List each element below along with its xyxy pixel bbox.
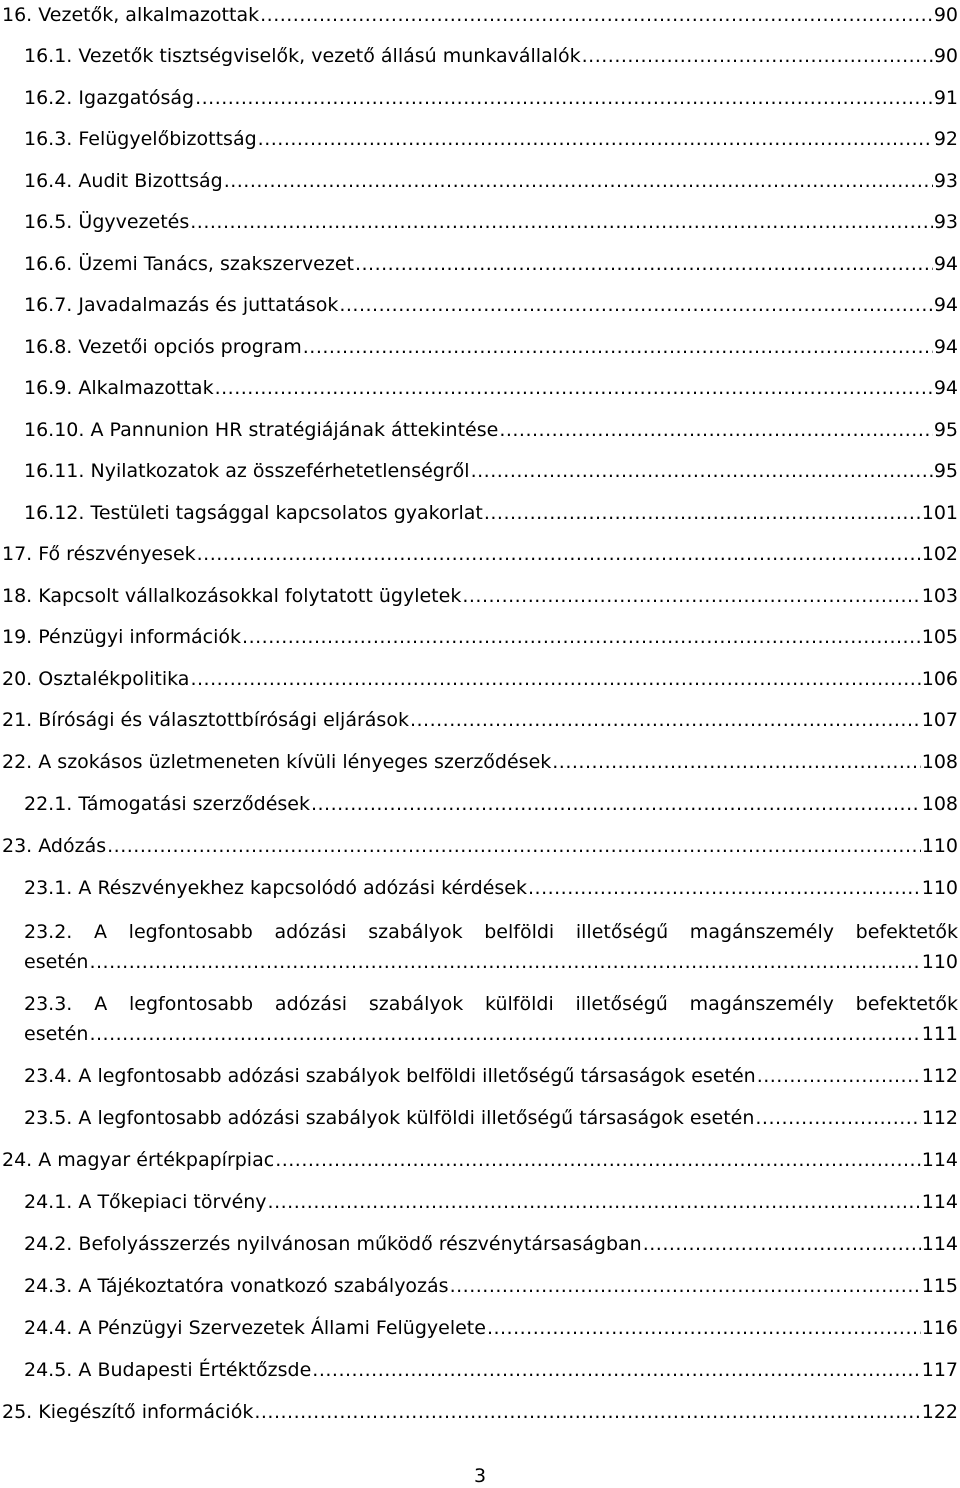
toc-entry-page: 117 [921,1355,958,1385]
toc-entry[interactable] [24,1271,958,1301]
toc-entry-title: 16.11. Nyilatkozatok az összeférhetetlenségről [24,456,471,486]
toc-leader-dots [107,831,921,861]
toc-entry-title: 23.1. A Részvényekhez kapcsolódó adózási kérdések [24,873,528,903]
toc-entry[interactable] [24,1103,958,1133]
toc-entry-page: 93 [933,207,958,237]
toc-leader-dots [242,622,921,652]
toc-leader-dots [258,124,933,154]
toc-leader-dots [195,83,933,113]
toc-entry-title: 24. A magyar értékpapírpiac [2,1145,275,1175]
toc-entry-page: 103 [921,581,958,611]
toc-entry-title: 16.3. Felügyelőbizottság [24,124,258,154]
toc-entry[interactable] [2,1397,958,1427]
toc-entry[interactable] [24,1229,958,1259]
toc-entry-title-continued: esetén [24,947,89,977]
toc-entry[interactable] [24,1187,958,1217]
toc-entry-page: 108 [921,747,958,777]
toc-leader-dots [471,456,933,486]
toc-entry[interactable] [2,0,958,30]
toc-entry-title: 16.5. Ügyvezetés [24,207,190,237]
toc-entry-title: 16.4. Audit Bizottság [24,166,224,196]
toc-entry[interactable] [24,41,958,71]
toc-entry[interactable] [24,83,958,113]
toc-entry-title: 23.2. A legfontosabb adózási szabályok belföldi illetőségű magánszemély befektetők [24,921,958,943]
toc-entry-title: 22.1. Támogatási szerződések [24,789,311,819]
toc-entry[interactable] [24,873,958,903]
toc-leader-dots [484,498,921,528]
toc-leader-dots [450,1271,921,1301]
toc-leader-dots [552,747,920,777]
toc-entry-page: 108 [921,789,958,819]
toc-entry-title: 20. Osztalékpolitika [2,664,190,694]
toc-entry-title: 23.5. A legfontosabb adózási szabályok külföldi illetőségű társaságok esetén [24,1103,755,1133]
toc-entry-page: 107 [921,705,958,735]
toc-entry-title: 24.5. A Budapesti Értéktőzsde [24,1355,312,1385]
toc-leader-dots [311,789,921,819]
toc-entry-page: 112 [921,1061,958,1091]
toc-leader-dots [582,41,933,71]
toc-leader-dots [268,1187,921,1217]
toc-leader-dots [224,166,933,196]
toc-entry[interactable] [2,831,958,861]
toc-entry-page: 90 [933,0,958,30]
toc-leader-dots [190,664,920,694]
toc-entry-page: 112 [921,1103,958,1133]
toc-entry-page: 90 [933,41,958,71]
toc-leader-dots [303,332,933,362]
toc-entry-page: 94 [933,332,958,362]
toc-entry-title: 22. A szokásos üzletmeneten kívüli lényeges szerződések [2,747,552,777]
toc-leader-dots [197,539,921,569]
toc-entry-page: 91 [933,83,958,113]
toc-leader-dots [190,207,933,237]
toc-leader-dots [215,373,933,403]
toc-leader-dots [528,873,921,903]
toc-leader-dots [757,1061,921,1091]
toc-entry[interactable] [24,415,958,445]
toc-entry[interactable] [2,539,958,569]
toc-entry-page: 115 [921,1271,958,1301]
toc-entry-page: 92 [933,124,958,154]
toc-entry[interactable] [2,581,958,611]
toc-entry[interactable] [24,124,958,154]
toc-entry-title: 25. Kiegészítő információk [2,1397,254,1427]
toc-entry-page: 110 [921,873,958,903]
toc-entry-title: 16.7. Javadalmazás és juttatások [24,290,339,320]
toc-leader-dots [89,1019,920,1049]
toc-entry[interactable] [24,249,958,279]
toc-entry-title: 24.2. Befolyásszerzés nyilvánosan működő részvénytársaságban [24,1229,643,1259]
toc-entry[interactable] [24,290,958,320]
toc-entry-title: 17. Fő részvényesek [2,539,197,569]
toc-leader-dots [487,1313,921,1343]
toc-leader-dots [275,1145,921,1175]
toc-entry[interactable] [24,207,958,237]
toc-entry[interactable] [24,917,958,977]
toc-entry[interactable] [24,332,958,362]
toc-entry-title: 16.12. Testületi tagsággal kapcsolatos gyakorlat [24,498,484,528]
toc-entry-title: 16.6. Üzemi Tanács, szakszervezet [24,249,355,279]
toc-leader-dots [643,1229,921,1259]
toc-entry[interactable] [24,1313,958,1343]
toc-entry-title: 16.2. Igazgatóság [24,83,195,113]
toc-leader-dots [355,249,933,279]
toc-entry-page: 95 [933,456,958,486]
toc-entry-page: 106 [921,664,958,694]
toc-entry-page: 101 [921,498,958,528]
toc-entry-title: 23. Adózás [2,831,107,861]
toc-entry[interactable] [24,456,958,486]
toc-entry-page: 105 [921,622,958,652]
toc-entry-title: 23.3. A legfontosabb adózási szabályok külföldi illetőségű magánszemély befektetők [24,993,958,1015]
toc-entry-title: 23.4. A legfontosabb adózási szabályok belföldi illetőségű társaságok esetén [24,1061,757,1091]
toc-leader-dots [260,0,933,30]
toc-entry-title: 24.3. A Tájékoztatóra vonatkozó szabályozás [24,1271,450,1301]
toc-leader-dots [410,705,921,735]
toc-entry-title: 16.9. Alkalmazottak [24,373,215,403]
toc-entry-page: 110 [921,947,958,977]
page-number: 3 [473,1465,487,1487]
toc-entry-page: 116 [921,1313,958,1343]
toc-leader-dots [755,1103,920,1133]
toc-entry-page: 94 [933,249,958,279]
toc-entry-page: 114 [921,1187,958,1217]
toc-entry[interactable] [24,498,958,528]
toc-leader-dots [254,1397,920,1427]
toc-leader-dots [89,947,920,977]
toc-entry-title: 24.4. A Pénzügyi Szervezetek Állami Felügyelete [24,1313,487,1343]
toc-entry-page: 122 [921,1397,958,1427]
toc-entry-title: 21. Bírósági és választottbírósági eljárások [2,705,410,735]
toc-entry[interactable] [2,1145,958,1175]
toc-entry-page: 93 [933,166,958,196]
toc-entry-page: 94 [933,290,958,320]
toc-entry[interactable] [24,166,958,196]
toc-leader-dots [339,290,932,320]
toc-entry-title: 16.10. A Pannunion HR stratégiájának áttekintése [24,415,499,445]
toc-entry[interactable] [24,373,958,403]
toc-entry-title: 18. Kapcsolt vállalkozásokkal folytatott ügyletek [2,581,462,611]
toc-entry-title: 16.1. Vezetők tisztségviselők, vezető állású munkavállalók [24,41,582,71]
toc-entry-page: 94 [933,373,958,403]
toc-entry-page: 114 [921,1145,958,1175]
toc-entry[interactable] [24,989,958,1049]
toc-entry[interactable] [2,622,958,652]
toc-entry-page: 95 [933,415,958,445]
toc-entry-title: 16.8. Vezetői opciós program [24,332,303,362]
toc-entry-title: 16. Vezetők, alkalmazottak [2,0,260,30]
toc-entry-page: 102 [921,539,958,569]
toc-leader-dots [312,1355,920,1385]
toc-entry[interactable] [2,664,958,694]
toc-entry[interactable] [2,705,958,735]
toc-entry-title-continued: esetén [24,1019,89,1049]
toc-entry[interactable] [24,1355,958,1385]
toc-entry-title: 19. Pénzügyi információk [2,622,242,652]
toc-entry[interactable] [24,1061,958,1091]
toc-entry-page: 111 [921,1019,958,1049]
toc-leader-dots [462,581,920,611]
toc-entry[interactable] [2,747,958,777]
toc-leader-dots [499,415,933,445]
toc-entry[interactable] [24,789,958,819]
toc-entry-title: 24.1. A Tőkepiaci törvény [24,1187,268,1217]
toc-entry-page: 114 [921,1229,958,1259]
toc-entry-page: 110 [921,831,958,861]
